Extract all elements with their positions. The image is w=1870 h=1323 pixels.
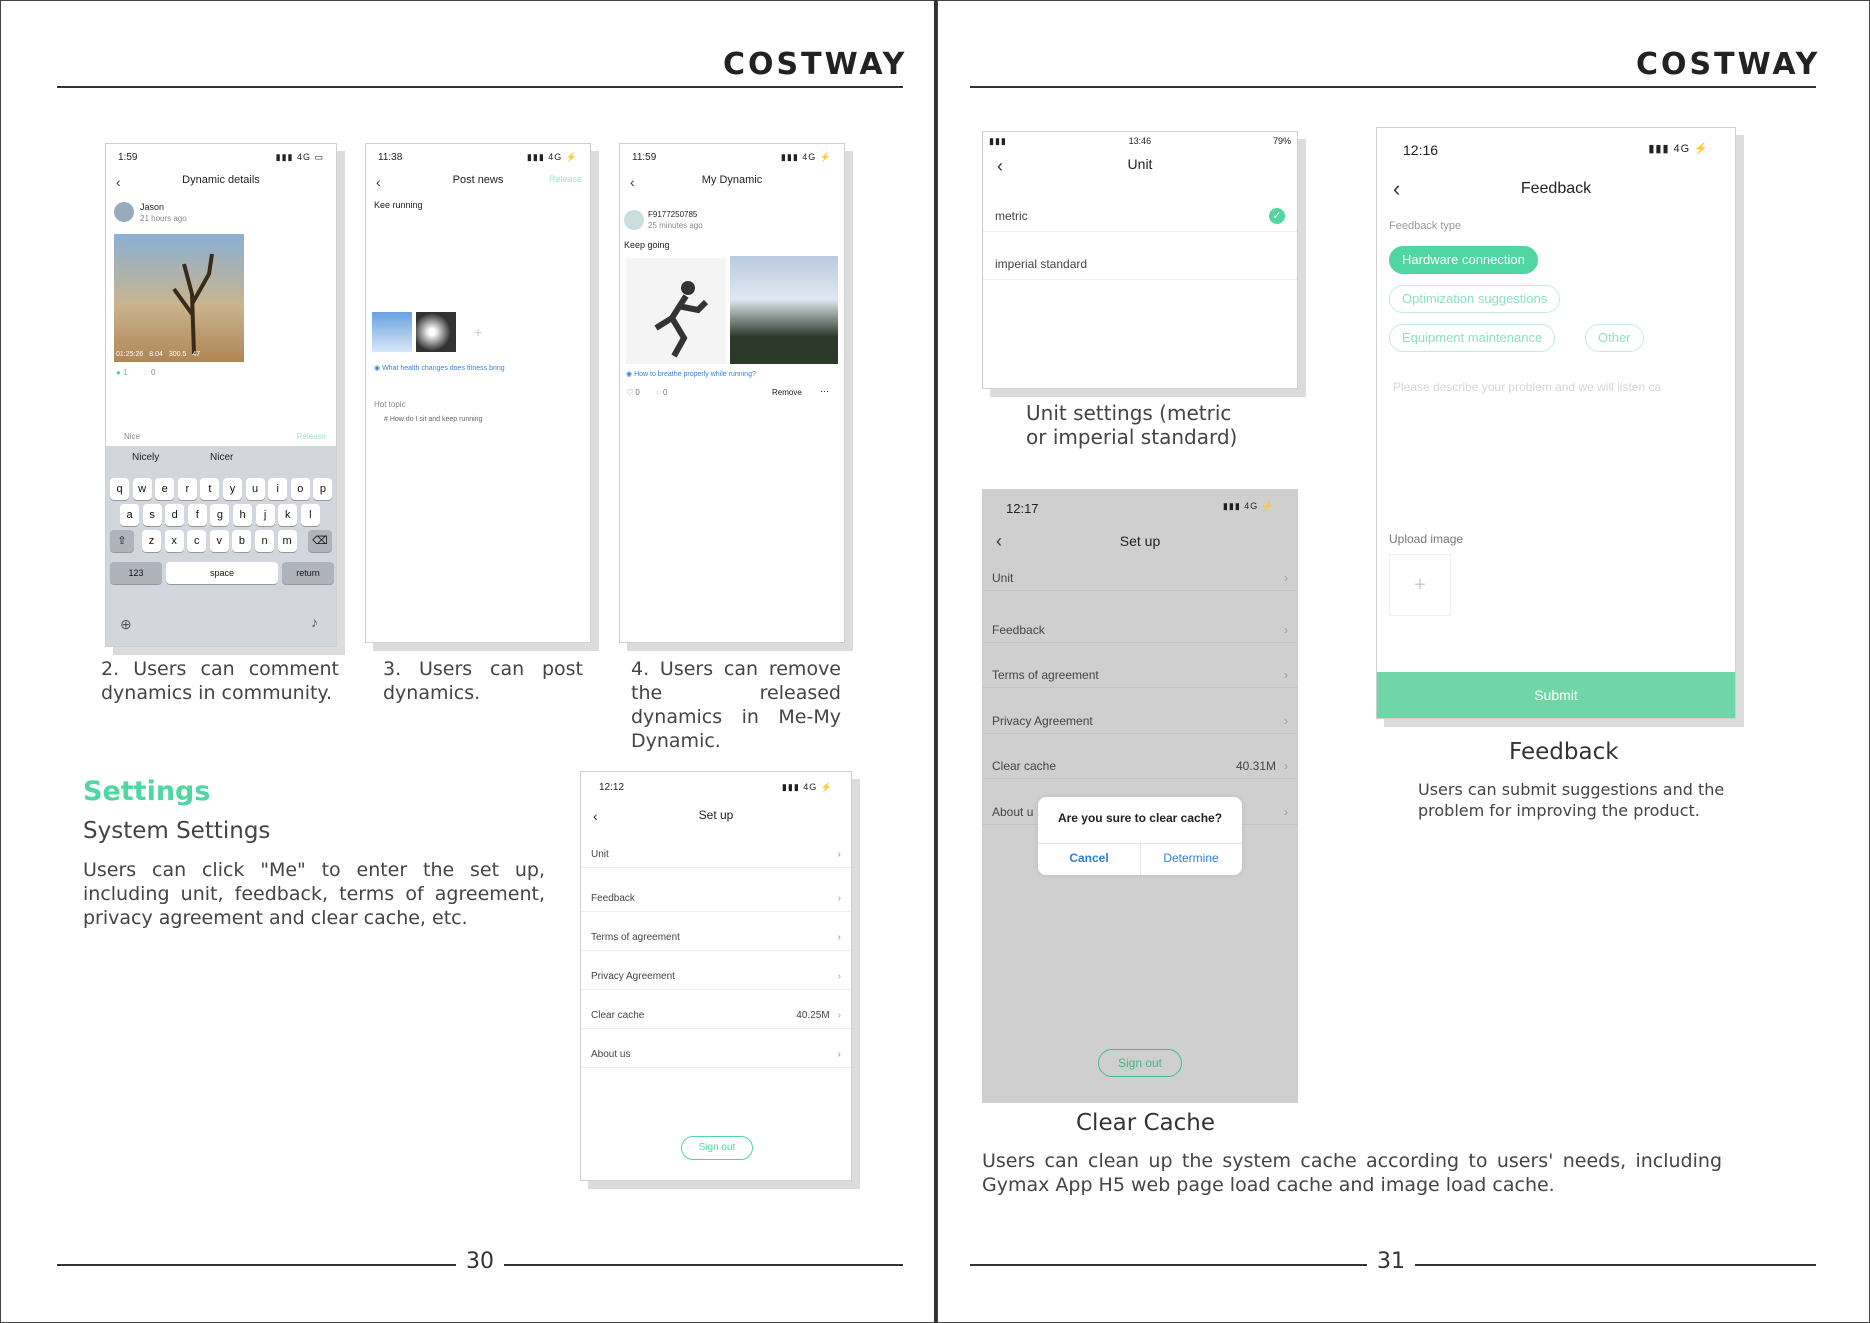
return-key[interactable]: return: [282, 562, 334, 584]
dialog-cancel-button[interactable]: Cancel: [1069, 851, 1109, 865]
settings-row-label: Unit: [591, 849, 609, 860]
numbers-key[interactable]: 123: [110, 562, 162, 584]
key-v[interactable]: v: [210, 530, 229, 552]
tree-illustration: [114, 234, 244, 362]
dialog-question: Are you sure to clear cache?: [1057, 811, 1223, 825]
settings-row-feedback[interactable]: [581, 886, 851, 912]
more-icon[interactable]: ⋯: [820, 386, 829, 396]
chevron-right-icon: ›: [1284, 805, 1288, 819]
key-x[interactable]: x: [165, 530, 184, 552]
key-c[interactable]: c: [187, 530, 206, 552]
topic-link-text: How to breathe properly while running?: [634, 371, 756, 378]
feedback-type-label: Feedback type: [1389, 220, 1462, 232]
settings-row-label: Terms of agreement: [992, 668, 1099, 682]
stat-distance: 8.04: [149, 351, 163, 358]
comment-button[interactable]: ◌ 0: [144, 368, 156, 377]
like-button[interactable]: ● 1: [116, 368, 128, 377]
phone-post-news: [365, 143, 591, 643]
topic-link[interactable]: ◉ What health changes does fitness bring: [374, 365, 505, 372]
nav-bar: [620, 174, 844, 190]
status-bar: [581, 772, 851, 796]
settings-heading: Settings: [83, 776, 211, 807]
key-j[interactable]: j: [256, 504, 275, 526]
brand-logo: COSTWAY: [1636, 47, 1821, 82]
key-p[interactable]: p: [313, 478, 332, 500]
settings-description: Users can click "Me" to enter the set up, including unit, feedback, terms of agreement, privacy agreement and clear cache, etc.: [83, 859, 545, 929]
avatar: [624, 210, 644, 230]
settings-row-right: [1276, 617, 1288, 642]
phone-dynamic-details: [105, 143, 337, 647]
keyboard: [106, 446, 336, 646]
key-a[interactable]: a: [120, 504, 139, 526]
chevron-right-icon: ›: [1284, 714, 1288, 728]
nav-bar: [983, 156, 1297, 176]
caption-remove: 4. Users can remove the released dynamics in Me-My Dynamic.: [631, 658, 841, 752]
username: Jason: [140, 202, 165, 212]
clear-cache-caption: Users can clean up the system cache according to users' needs, including Gymax App H5 web page load cache and image load cache.: [982, 1150, 1722, 1196]
settings-row-terms-of-agreement[interactable]: [982, 662, 1298, 688]
comment-count: 0: [150, 368, 156, 377]
sign-out-button[interactable]: Sign out: [681, 1136, 753, 1160]
settings-row-right: [1276, 799, 1288, 824]
header-rule: [57, 86, 903, 88]
stat-duration: 01:25:26: [116, 351, 144, 358]
key-n[interactable]: n: [255, 530, 274, 552]
settings-row-right: [1236, 753, 1288, 778]
settings-row-right: [830, 964, 841, 989]
chevron-right-icon: ›: [837, 1049, 841, 1060]
status-bar: [106, 144, 336, 168]
caption-comment: 2. Users can comment dynamics in community.: [101, 658, 339, 704]
phone-feedback: [1376, 127, 1736, 719]
screen-title: Feedback: [1520, 180, 1592, 197]
settings-row-right: [1276, 708, 1288, 733]
unit-option-imperial[interactable]: [983, 248, 1297, 280]
like-count: 1: [123, 368, 128, 377]
nav-bar: [106, 174, 336, 190]
runner-illustration: [626, 258, 726, 364]
back-icon[interactable]: ‹: [996, 531, 1002, 551]
key-i[interactable]: i: [268, 478, 287, 500]
topic-link-text: What health changes does fitness bring: [382, 365, 505, 372]
settings-row-label: Clear cache: [992, 759, 1057, 773]
phone-unit: [982, 131, 1298, 389]
key-y[interactable]: y: [223, 478, 242, 500]
page-number: 30: [456, 1249, 504, 1274]
system-settings-heading: System Settings: [83, 818, 271, 844]
release-button[interactable]: Release: [548, 174, 582, 184]
photo-stats: [116, 351, 200, 358]
settings-row-right: [830, 925, 841, 950]
settings-row-label: Feedback: [591, 893, 635, 904]
status-time: 1:59: [118, 152, 138, 163]
chevron-right-icon: ›: [837, 1010, 841, 1021]
clear-cache-title: Clear Cache: [1076, 1110, 1215, 1136]
settings-row-right: [796, 1003, 841, 1028]
upload-add-icon[interactable]: +: [1389, 554, 1451, 616]
settings-row-right: [830, 1042, 841, 1067]
shift-key[interactable]: ⇧: [110, 530, 134, 552]
screen-title: Dynamic details: [182, 174, 260, 186]
back-icon[interactable]: ‹: [376, 174, 381, 190]
settings-row-privacy-agreement[interactable]: [581, 964, 851, 990]
settings-row-about-us[interactable]: [581, 1042, 851, 1068]
backspace-key[interactable]: ⌫: [308, 530, 332, 552]
status-time: 12:12: [599, 782, 625, 793]
avatar: [114, 202, 134, 222]
screen-title: Post news: [452, 174, 504, 186]
space-key[interactable]: space: [166, 562, 278, 584]
chevron-right-icon: ›: [837, 893, 841, 904]
settings-row-value: 40.31M: [1235, 759, 1276, 773]
key-o[interactable]: o: [291, 478, 310, 500]
settings-row-right: [830, 886, 841, 911]
like-button[interactable]: ♡ 0: [626, 388, 640, 397]
sky-image: [730, 256, 838, 364]
unit-caption: Unit settings (metric or imperial standard): [1026, 401, 1238, 449]
phone-my-dynamic: [619, 143, 845, 643]
comment-count: 0: [662, 388, 668, 397]
release-button[interactable]: Release: [296, 432, 326, 441]
screen-title: My Dynamic: [701, 174, 763, 186]
status-bar: [366, 144, 590, 168]
settings-row-clear-cache[interactable]: [581, 1003, 851, 1029]
status-time: 13:46: [1128, 136, 1152, 146]
settings-row-label: Unit: [992, 571, 1014, 585]
attached-photo-2: [416, 312, 456, 352]
username: F9177250785: [648, 210, 698, 219]
comment-button[interactable]: ◌ 0: [656, 388, 668, 397]
status-bar: [620, 144, 844, 168]
check-icon: ✓: [1269, 208, 1285, 224]
dialog-determine-button[interactable]: Determine: [1163, 851, 1219, 865]
feedback-title: Feedback: [1509, 739, 1619, 765]
key-s[interactable]: s: [143, 504, 162, 526]
page-number: 31: [1367, 1249, 1415, 1274]
key-h[interactable]: h: [233, 504, 252, 526]
signal-icon: ▮▮▮ 4G ▭: [275, 152, 324, 162]
key-m[interactable]: m: [278, 530, 297, 552]
key-g[interactable]: g: [210, 504, 229, 526]
key-b[interactable]: b: [232, 530, 251, 552]
chip-equipment-maintenance[interactable]: Equipment maintenance: [1389, 324, 1555, 352]
screen-title: Set up: [1119, 533, 1161, 549]
chip-optimization-suggestions[interactable]: Optimization suggestions: [1389, 285, 1560, 313]
status-bar: [983, 132, 1297, 156]
globe-icon[interactable]: ⊕: [120, 616, 132, 632]
status-time: 11:59: [632, 152, 657, 163]
settings-row-label: Clear cache: [591, 1010, 645, 1021]
key-d[interactable]: d: [165, 504, 184, 526]
signal-icon: ▮▮▮: [989, 136, 1007, 146]
stat-pace: 47: [192, 351, 201, 358]
screen-title: Set up: [698, 808, 734, 822]
like-count: 0: [635, 388, 640, 397]
settings-row-right: [1276, 565, 1288, 590]
stat-calories: 300.5: [168, 351, 187, 358]
remove-button[interactable]: Remove: [772, 388, 802, 397]
settings-row-clear-cache[interactable]: [982, 753, 1298, 779]
unit-option-label: metric: [995, 209, 1028, 223]
screen-title: Unit: [1127, 156, 1153, 172]
status-bar: 12:17 ▮▮▮ 4G ⚡: [1006, 501, 1274, 516]
key-t[interactable]: t: [200, 478, 219, 500]
caption-post: 3. Users can post dynamics.: [383, 658, 583, 704]
back-icon[interactable]: ‹: [593, 808, 598, 824]
submit-button[interactable]: Submit: [1377, 672, 1735, 718]
signal-icon: ▮▮▮ 4G ⚡: [781, 782, 833, 792]
settings-row-right: [1276, 662, 1288, 687]
post-time: 21 hours ago: [140, 214, 187, 223]
key-l[interactable]: l: [301, 504, 320, 526]
feedback-caption: Users can submit suggestions and the problem for improving the product.: [1418, 780, 1725, 820]
signal-icon: ▮▮▮ 4G ⚡: [526, 152, 578, 162]
clear-cache-dialog: [1038, 797, 1242, 875]
brand-logo: COSTWAY: [723, 47, 908, 82]
right-page: [937, 0, 1870, 1323]
unit-option-label: imperial standard: [995, 257, 1088, 271]
nav-bar: [581, 808, 851, 822]
settings-row-right: [830, 842, 841, 867]
post-body: Keep going: [624, 240, 670, 250]
phone-setup-dialog: [982, 489, 1298, 1103]
settings-row-feedback[interactable]: [982, 617, 1298, 643]
post-body[interactable]: Kee running: [374, 200, 423, 210]
settings-row-label: About u: [992, 805, 1034, 819]
hot-topic-label: Hot topic: [374, 400, 406, 409]
microphone-icon[interactable]: ♪: [311, 614, 318, 630]
settings-row-label: Terms of agreement: [591, 932, 680, 943]
attached-photo-1: [372, 312, 412, 352]
chip-hardware-connection[interactable]: Hardware connection: [1389, 246, 1538, 274]
status-time: 11:38: [378, 152, 403, 163]
chevron-right-icon: ›: [837, 971, 841, 982]
add-photo-icon[interactable]: +: [474, 324, 483, 340]
nav-bar: [982, 533, 1298, 549]
upload-image-label: Upload image: [1389, 532, 1464, 546]
settings-row-label: Privacy Agreement: [992, 714, 1093, 728]
settings-row-label: About us: [591, 1049, 631, 1060]
suggestion-1[interactable]: Nicely: [132, 452, 160, 463]
status-bar: 12:16 ▮▮▮ 4G ⚡: [1403, 142, 1709, 158]
topic-link[interactable]: ◉ How to breathe properly while running?: [626, 371, 756, 378]
runner-image: [626, 258, 726, 364]
signal-icon: ▮▮▮ 4G ⚡: [780, 152, 832, 162]
chevron-right-icon: ›: [1284, 759, 1288, 773]
key-q[interactable]: q: [110, 478, 129, 500]
settings-row-terms-of-agreement[interactable]: [581, 925, 851, 951]
back-icon[interactable]: ‹: [116, 174, 121, 190]
key-e[interactable]: e: [155, 478, 174, 500]
settings-row-privacy-agreement[interactable]: [982, 708, 1298, 734]
settings-row-unit[interactable]: [581, 842, 851, 868]
settings-row-label: Feedback: [992, 623, 1045, 637]
phone-setup: [580, 771, 852, 1181]
hot-topic-item[interactable]: # How do I sit and keep running: [384, 416, 483, 423]
key-z[interactable]: z: [142, 530, 161, 552]
back-icon[interactable]: ‹: [1393, 176, 1401, 201]
key-k[interactable]: k: [278, 504, 297, 526]
key-r[interactable]: r: [178, 478, 197, 500]
chip-other[interactable]: Other: [1585, 324, 1644, 352]
settings-row-label: Privacy Agreement: [591, 971, 675, 982]
suggestion-2[interactable]: Nicer: [210, 452, 234, 463]
chevron-right-icon: ›: [837, 849, 841, 860]
battery-level: 79%: [1272, 136, 1291, 146]
feedback-textarea[interactable]: Please describe your problem and we will listen ca: [1393, 380, 1662, 394]
chevron-right-icon: ›: [1284, 668, 1288, 682]
post-time: 25 minutes ago: [648, 221, 703, 230]
chevron-right-icon: ›: [837, 932, 841, 943]
run-photo: [114, 234, 244, 362]
back-icon[interactable]: ‹: [997, 156, 1003, 176]
comment-input[interactable]: Nice: [124, 432, 141, 441]
back-icon[interactable]: ‹: [630, 174, 635, 190]
unit-option-metric[interactable]: [983, 200, 1297, 232]
chevron-right-icon: ›: [1284, 623, 1288, 637]
key-w[interactable]: w: [133, 478, 152, 500]
sign-out-button[interactable]: Sign out: [1098, 1049, 1182, 1077]
nav-bar: [366, 174, 590, 190]
key-u[interactable]: u: [246, 478, 265, 500]
key-f[interactable]: f: [188, 504, 207, 526]
chevron-right-icon: ›: [1284, 571, 1288, 585]
settings-row-unit[interactable]: [982, 565, 1298, 591]
settings-row-value: 40.25M: [796, 1010, 830, 1021]
nav-bar: [1377, 176, 1735, 201]
header-rule: [970, 86, 1816, 88]
